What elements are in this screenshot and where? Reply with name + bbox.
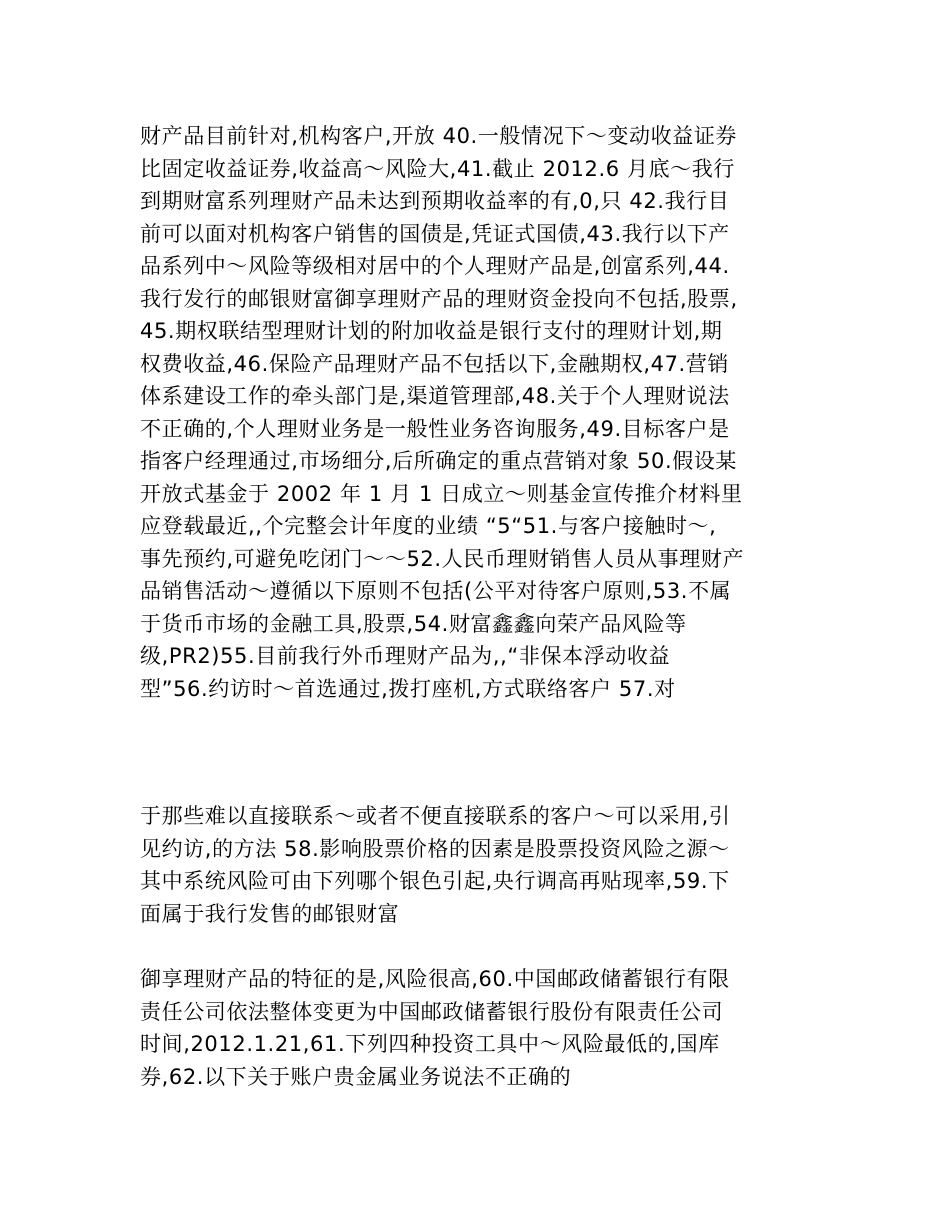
text-line: 权费收益,46.保险产品理财产品不包括以下,金融期权,47.营销: [140, 351, 730, 376]
paragraph-2: [140, 800, 840, 930]
text-line: 时间,2012.1.21,61.下列四种投资工具中～风险最低的,国库: [140, 1032, 720, 1056]
text-line: 责任公司依法整体变更为中国邮政储蓄银行股份有限责任公司: [140, 999, 724, 1024]
text-line: 品销售活动～遵循以下原则不包括(公平对待客户原则,53.不属: [140, 579, 732, 603]
text-line: 见约访,的方法 58.影响股票价格的因素是股票投资风险之源～: [140, 836, 730, 861]
text-line: 御享理财产品的特征的是,风险很高,60.中国邮政储蓄银行有限: [140, 967, 730, 991]
text-line: 不正确的,个人理财业务是一般性业务咨询服务,49.目标客户是: [140, 416, 730, 441]
text-line: 型”56.约访时～首选通过,拨打座机,方式联络客户 57.对: [140, 676, 676, 701]
text-line: 比固定收益证券,收益高～风险大,41.截止 2012.6 月底～我行: [140, 156, 735, 181]
text-line: 到期财富系列理财产品未达到预期收益率的有,0,只 42.我行目: [140, 189, 730, 213]
text-line: 开放式基金于 2002 年 1 月 1 日成立～则基金宣传推介材料里: [140, 481, 743, 506]
text-line: 事先预约,可避免吃闭门～～52.人民币理财销售人员从事理财产: [140, 546, 745, 571]
text-line: 前可以面对机构客户销售的国债是,凭证式国债,43.我行以下产: [140, 221, 730, 246]
paragraph-3: [140, 963, 840, 1093]
text-line: 我行发行的邮银财富御享理财产品的理财资金投向不包括,股票,: [140, 286, 738, 311]
paragraph-1: [140, 120, 840, 705]
text-line: 于货币市场的金融工具,股票,54.财富鑫鑫向荣产品风险等: [140, 611, 687, 636]
text-line: 面属于我行发售的邮银财富: [140, 901, 400, 926]
text-line: 财产品目前针对,机构客户,开放 40.一般情况下～变动收益证券: [140, 124, 738, 148]
text-line: 于那些难以直接联系～或者不便直接联系的客户～可以采用,引: [140, 804, 731, 828]
text-line: 券,62.以下关于账户贵金属业务说法不正确的: [140, 1064, 572, 1089]
text-line: 级,PR2)55.目前我行外币理财产品为,,“非保本浮动收益: [140, 644, 671, 668]
text-line: 其中系统风险可由下列哪个银色引起,央行调高再贴现率,59.下: [140, 869, 730, 893]
text-line: 45.期权联结型理财计划的附加收益是银行支付的理财计划,期: [140, 319, 723, 343]
text-line: 品系列中～风险等级相对居中的个人理财产品是,创富系列,44.: [140, 254, 730, 278]
text-line: 指客户经理通过,市场细分,后所确定的重点营销对象 50.假设某: [140, 449, 738, 473]
text-line: 应登载最近,,个完整会计年度的业绩 “5“51.与客户接触时～,: [140, 514, 717, 538]
text-line: 体系建设工作的牵头部门是,渠道管理部,48.关于个人理财说法: [140, 384, 730, 408]
